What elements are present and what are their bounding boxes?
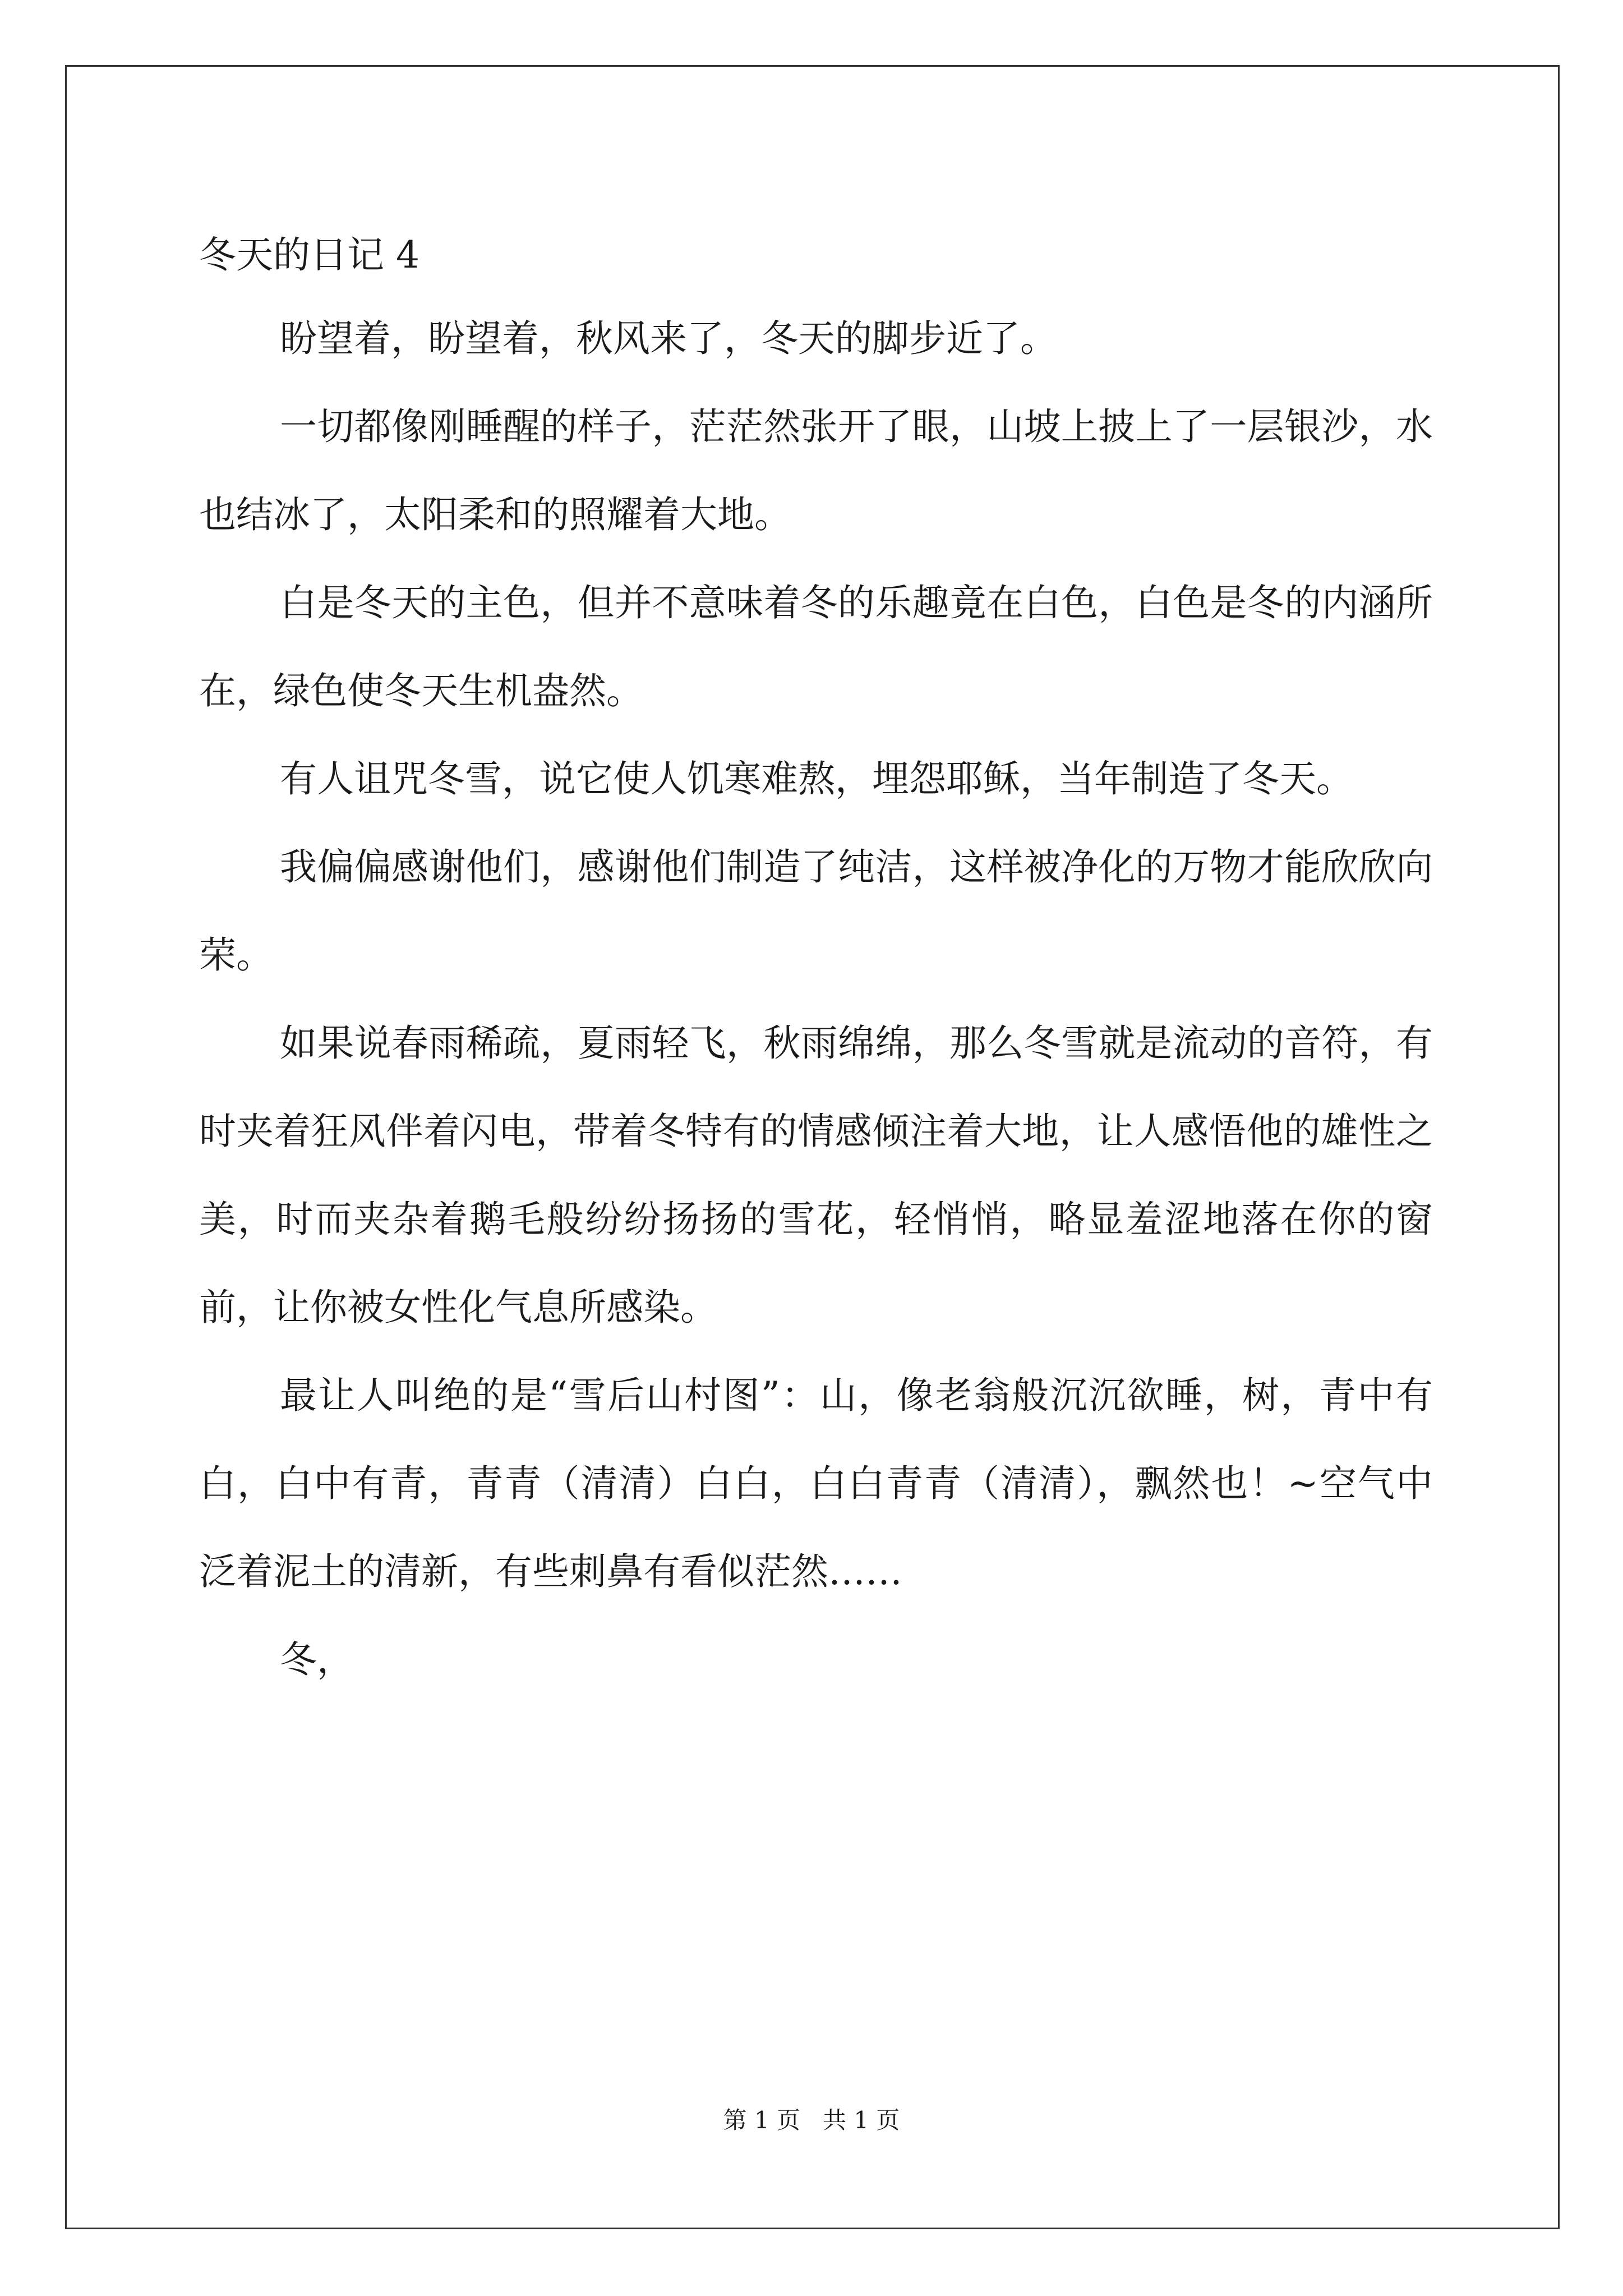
paragraph-8: 冬，: [280, 1638, 354, 1681]
paragraph-3: 白是冬天的主色，但并不意味着冬的乐趣竟在白色，白色是冬的内涵所在，绿色使冬天生机盎然。: [199, 581, 1433, 712]
paragraph-5: 我偏偏感谢他们，感谢他们制造了纯洁，这样被净化的万物才能欣欣向荣。: [199, 845, 1433, 977]
document-body: [199, 216, 1433, 1704]
paragraph-4: 有人诅咒冬雪，说它使人饥寒难熬，埋怨耶稣，当年制造了冬天。: [280, 757, 1353, 800]
page-total: 共 1 页: [823, 2106, 900, 2134]
page-number: 第 1 页: [723, 2106, 800, 2134]
document-title: 冬天的日记 4: [199, 233, 419, 277]
paragraph-6: 如果说春雨稀疏，夏雨轻飞，秋雨绵绵，那么冬雪就是流动的音符，有时夹着狂风伴着闪电，带着冬特有的情感倾注着大地，让人感悟他的雄性之美，时而夹杂着鹅毛般纷纷扬扬的雪花，轻悄悄，略显羞涩地落在你的窗前，让你被女性化气息所感染。: [199, 1022, 1433, 1329]
paragraph-2: 一切都像刚睡醒的样子，茫茫然张开了眼，山坡上披上了一层银沙，水也结冰了，太阳柔和的照耀着大地。: [199, 405, 1433, 536]
paragraph-7: 最让人叫绝的是“雪后山村图”：山，像老翁般沉沉欲睡，树，青中有白，白中有青，青青（清清）白白，白白青青（清清），飘然也！~空气中泛着泥土的清新，有些刺鼻有看似茫然……: [199, 1374, 1433, 1593]
paragraph-1: 盼望着，盼望着，秋风来了，冬天的脚步近了。: [280, 317, 1057, 360]
page-footer: [0, 2104, 1623, 2137]
